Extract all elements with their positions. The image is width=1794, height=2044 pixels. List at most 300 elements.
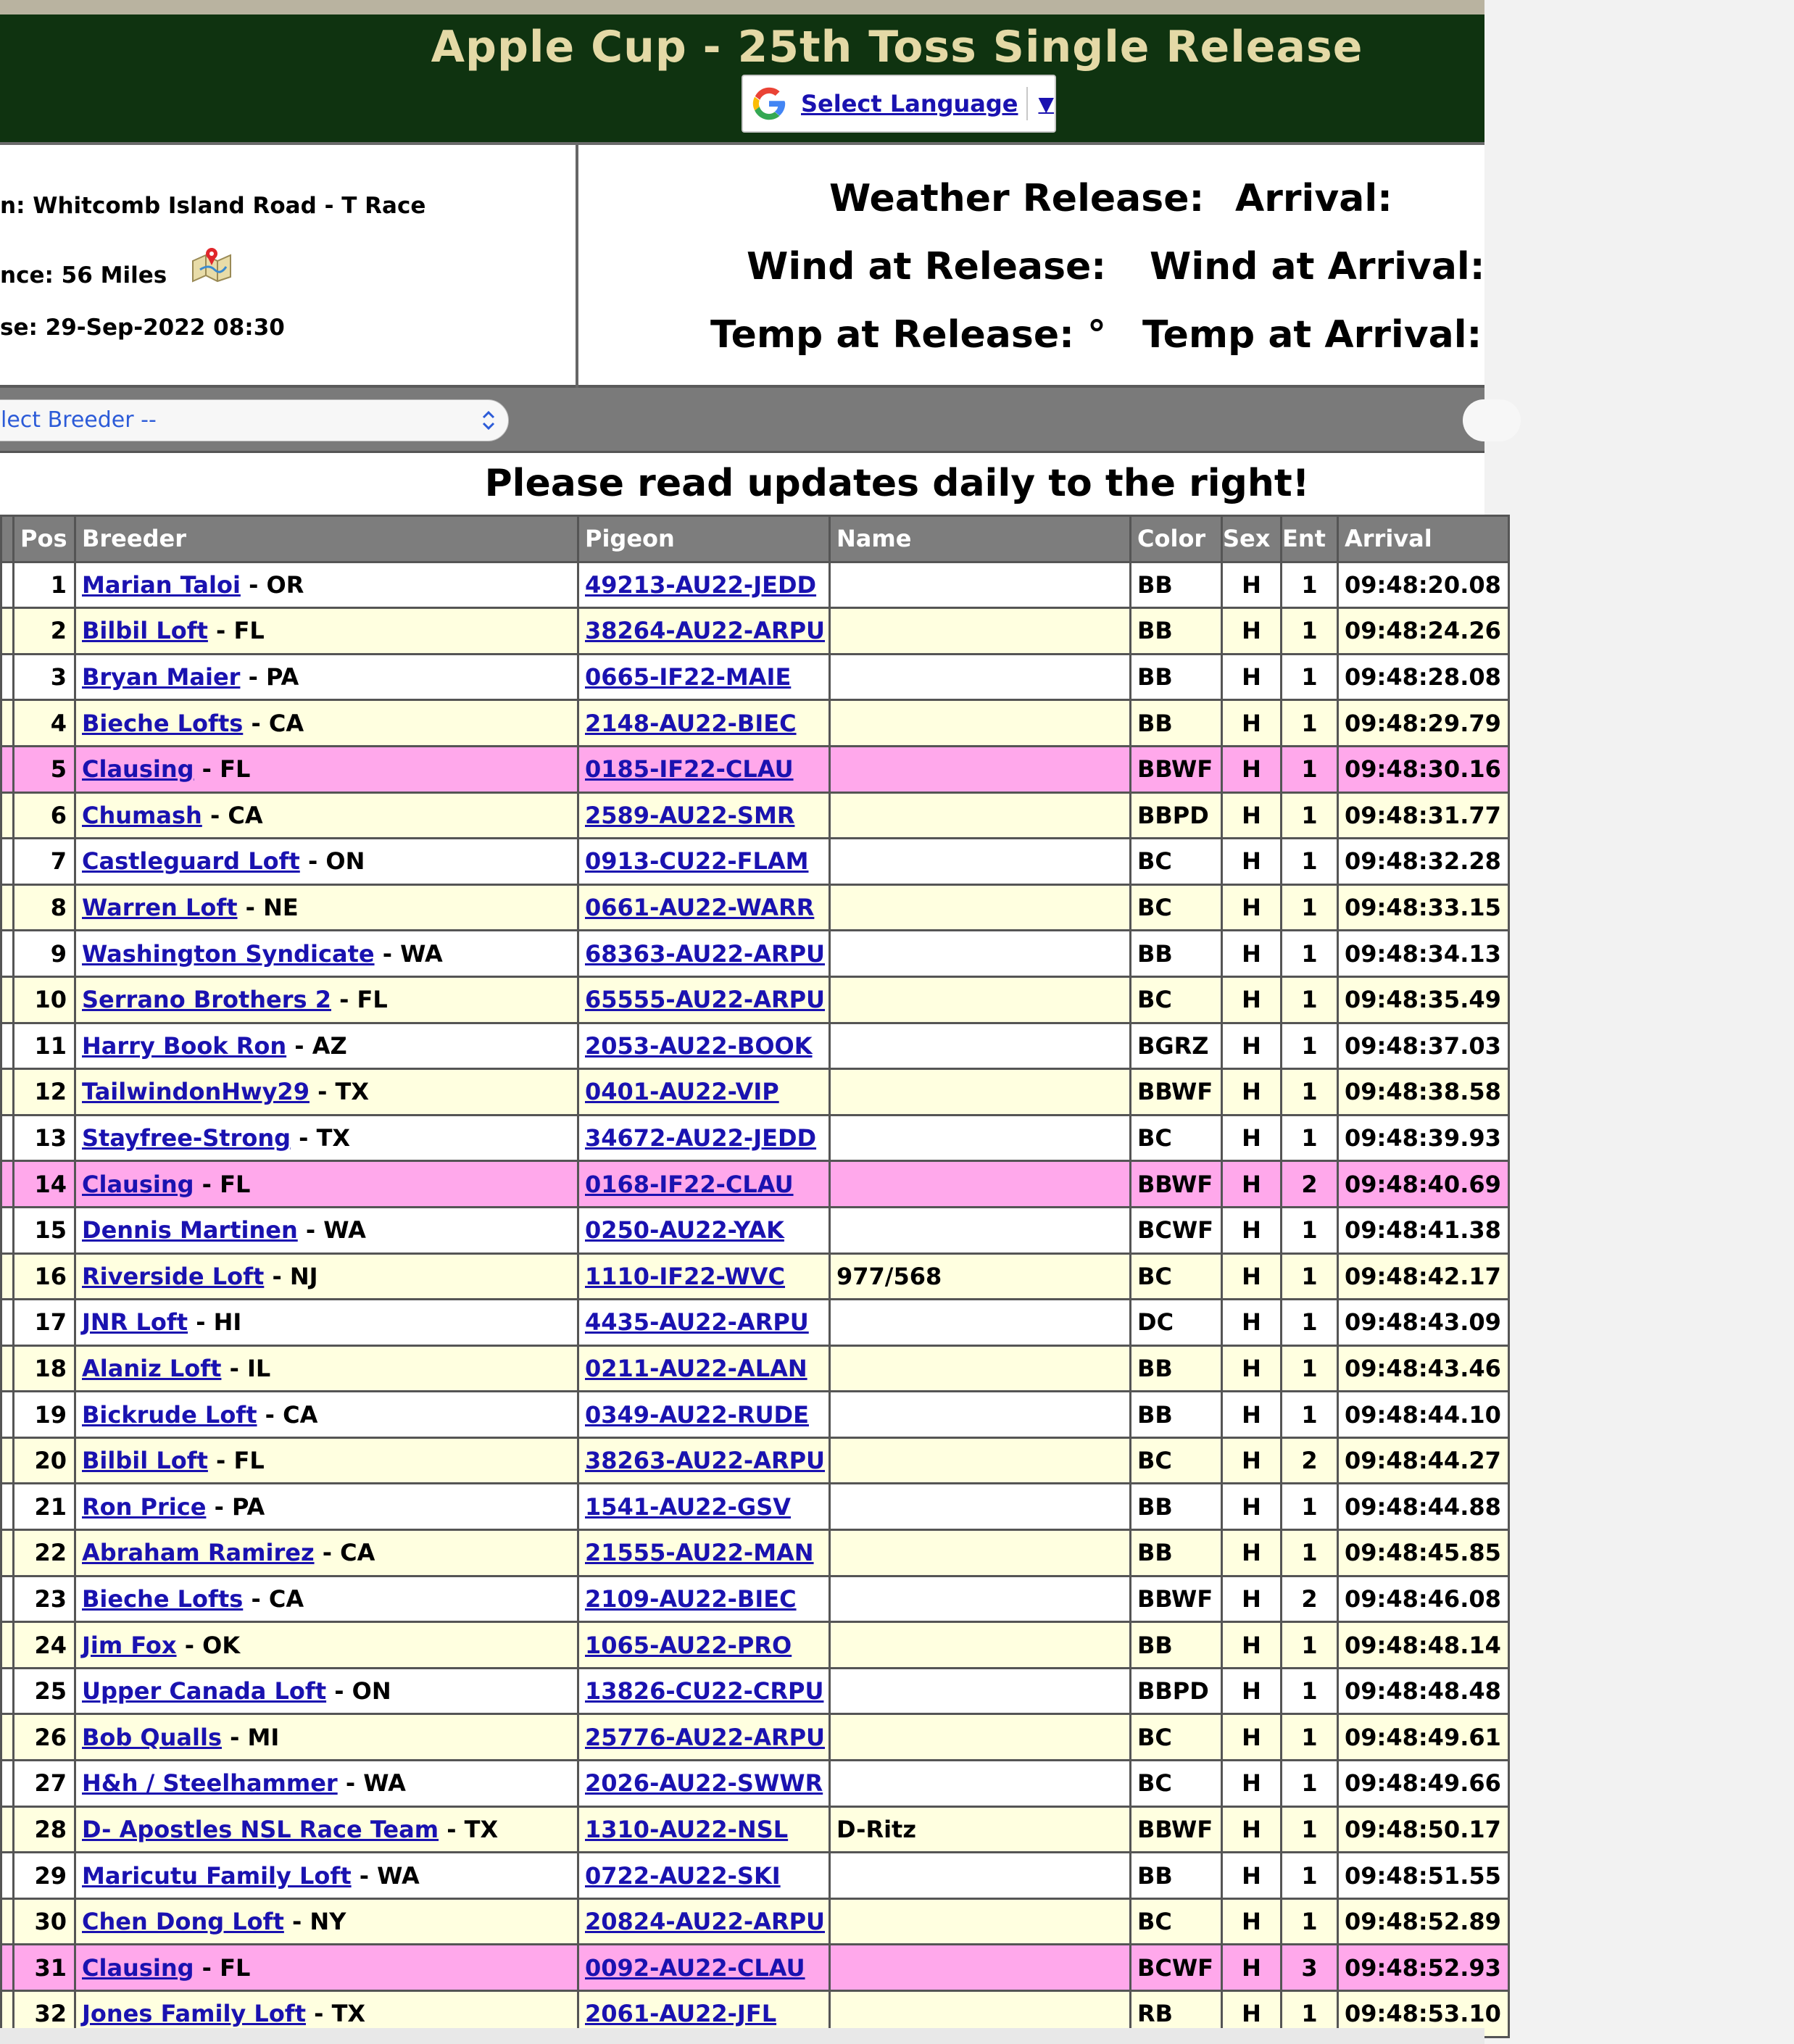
- pos-cell: 32: [14, 1991, 75, 2037]
- pos-cell: 24: [14, 1622, 75, 1669]
- dropdown-arrow-icon[interactable]: ▼: [1038, 91, 1055, 116]
- name-cell: [830, 1300, 1131, 1346]
- pos-cell: 6: [14, 792, 75, 839]
- pigeon-cell: [578, 1392, 830, 1438]
- table-row: [1, 562, 1509, 608]
- color-cell: BBPD: [1131, 792, 1222, 839]
- table-row: [1, 1345, 1509, 1392]
- sex-cell: H: [1222, 931, 1282, 977]
- table-row: [1, 1668, 1509, 1714]
- arrival-cell: 09:48:53.10: [1338, 1991, 1509, 2037]
- language-selector[interactable]: [742, 75, 1056, 133]
- breeder-cell: [75, 976, 578, 1023]
- pigeon-cell: [578, 1530, 830, 1576]
- color-cell: BB: [1131, 931, 1222, 977]
- pigeon-link[interactable]: 34672-AU22-JEDD: [585, 1124, 817, 1152]
- row-spacer: [1, 1806, 14, 1853]
- ent-cell: 1: [1282, 562, 1338, 608]
- pigeon-cell: [578, 1622, 830, 1669]
- color-cell: BB: [1131, 1392, 1222, 1438]
- sex-cell: H: [1222, 1530, 1282, 1576]
- breeder-link[interactable]: Warren Loft: [82, 894, 238, 922]
- pigeon-link[interactable]: 0722-AU22-SKI: [585, 1861, 781, 1890]
- arrival-label: Arrival:: [1235, 177, 1392, 220]
- google-g-icon: [750, 85, 788, 122]
- pigeon-cell: [578, 700, 830, 747]
- header-ent[interactable]: Ent: [1282, 516, 1338, 562]
- pigeon-link[interactable]: 0168-IF22-CLAU: [585, 1170, 794, 1198]
- pigeon-link[interactable]: 13826-CU22-CRPU: [585, 1677, 824, 1706]
- breeder-cell: [75, 562, 578, 608]
- ent-cell: 1: [1282, 654, 1338, 700]
- name-cell: D-Ritz: [830, 1806, 1131, 1853]
- pigeon-cell: [578, 562, 830, 608]
- arrival-cell: 09:48:24.26: [1338, 608, 1509, 655]
- breeder-link[interactable]: Bieche Lofts: [82, 709, 244, 737]
- breeder-link[interactable]: Washington Syndicate: [82, 939, 375, 968]
- breeder-link[interactable]: Alaniz Loft: [82, 1354, 222, 1382]
- pos-cell: 20: [14, 1437, 75, 1484]
- color-cell: BB: [1131, 1530, 1222, 1576]
- pigeon-cell: [578, 792, 830, 839]
- breeder-link[interactable]: Clausing: [82, 755, 194, 784]
- pos-cell: 2: [14, 608, 75, 655]
- breeder-link[interactable]: Clausing: [82, 1170, 194, 1198]
- breeder-link[interactable]: Ron Price: [82, 1492, 207, 1521]
- table-row: [1, 1253, 1509, 1300]
- arrival-cell: 09:48:30.16: [1338, 746, 1509, 792]
- breeder-cell: [75, 1484, 578, 1530]
- breeder-state: - NE: [237, 894, 299, 922]
- arrival-cell: 09:48:51.55: [1338, 1853, 1509, 1899]
- pigeon-link[interactable]: 68363-AU22-ARPU: [585, 939, 826, 968]
- color-cell: BB: [1131, 1853, 1222, 1899]
- color-cell: BCWF: [1131, 1207, 1222, 1253]
- header-pigeon[interactable]: Pigeon: [578, 516, 830, 562]
- breeder-link[interactable]: JNR Loft: [82, 1308, 188, 1337]
- page-title: Apple Cup - 25th Toss Single Release: [431, 22, 1363, 72]
- header-breeder[interactable]: Breeder: [75, 516, 578, 562]
- table-row: [1, 1622, 1509, 1669]
- color-cell: BC: [1131, 1761, 1222, 1807]
- row-spacer: [1, 1161, 14, 1208]
- ent-cell: 2: [1282, 1576, 1338, 1622]
- row-spacer: [1, 1945, 14, 1991]
- sex-cell: H: [1222, 700, 1282, 747]
- pigeon-cell: [578, 1806, 830, 1853]
- pigeon-link[interactable]: 0913-CU22-FLAM: [585, 847, 809, 876]
- race-location: n: Whitcomb Island Road - T Race: [0, 193, 426, 219]
- breeder-link[interactable]: Bryan Maier: [82, 663, 241, 691]
- pos-cell: 23: [14, 1576, 75, 1622]
- pos-cell: 10: [14, 976, 75, 1023]
- table-row: [1, 1115, 1509, 1161]
- color-cell: BBWF: [1131, 1161, 1222, 1208]
- table-row: [1, 884, 1509, 931]
- breeder-state: - CA: [202, 801, 263, 829]
- breeder-link[interactable]: Abraham Ramirez: [82, 1539, 315, 1567]
- sex-cell: H: [1222, 746, 1282, 792]
- pigeon-link[interactable]: 25776-AU22-ARPU: [585, 1723, 826, 1751]
- pos-cell: 12: [14, 1069, 75, 1116]
- pos-cell: 17: [14, 1300, 75, 1346]
- name-cell: [830, 1576, 1131, 1622]
- pigeon-link[interactable]: 2026-AU22-SWWR: [585, 1769, 823, 1798]
- sex-cell: H: [1222, 1437, 1282, 1484]
- breeder-cell: [75, 746, 578, 792]
- color-cell: DC: [1131, 1300, 1222, 1346]
- wind-arrival-label: Wind at Arrival:: [1150, 245, 1485, 288]
- breeder-cell: [75, 1576, 578, 1622]
- pigeon-link[interactable]: 21555-AU22-MAN: [585, 1539, 814, 1567]
- breeder-link[interactable]: Clausing: [82, 1953, 194, 1982]
- arrival-cell: 09:48:39.93: [1338, 1115, 1509, 1161]
- breeder-link[interactable]: Dennis Martinen: [82, 1216, 298, 1245]
- name-cell: [830, 792, 1131, 839]
- table-row: [1, 1207, 1509, 1253]
- ent-cell: 1: [1282, 1115, 1338, 1161]
- release-datetime: se: 29-Sep-2022 08:30: [0, 315, 285, 341]
- pigeon-link[interactable]: 0661-AU22-WARR: [585, 894, 815, 922]
- weather-release-label: Weather Release:: [829, 177, 1205, 220]
- pigeon-cell: [578, 976, 830, 1023]
- name-cell: [830, 1761, 1131, 1807]
- name-cell: [830, 1115, 1131, 1161]
- breeder-cell: [75, 1668, 578, 1714]
- arrival-cell: 09:48:41.38: [1338, 1207, 1509, 1253]
- color-cell: BC: [1131, 1437, 1222, 1484]
- row-spacer: [1, 1069, 14, 1116]
- table-row: [1, 746, 1509, 792]
- breeder-state: - CA: [314, 1539, 375, 1567]
- breeder-cell: [75, 1300, 578, 1346]
- row-spacer: [1, 1207, 14, 1253]
- arrival-cell: 09:48:28.08: [1338, 654, 1509, 700]
- pos-cell: 11: [14, 1023, 75, 1069]
- name-cell: [830, 976, 1131, 1023]
- sex-cell: H: [1222, 1576, 1282, 1622]
- pos-cell: 7: [14, 839, 75, 885]
- breeder-link[interactable]: Bob Qualls: [82, 1723, 222, 1751]
- color-cell: BB: [1131, 562, 1222, 608]
- breeder-state: - WA: [297, 1216, 366, 1245]
- arrival-cell: 09:48:35.49: [1338, 976, 1509, 1023]
- breeder-link[interactable]: Bickrude Loft: [82, 1400, 257, 1429]
- row-spacer: [1, 1253, 14, 1300]
- pigeon-cell: [578, 1898, 830, 1945]
- name-cell: [830, 746, 1131, 792]
- pigeon-link[interactable]: 1541-AU22-GSV: [585, 1492, 791, 1521]
- row-spacer: [1, 839, 14, 885]
- color-cell: BBWF: [1131, 1576, 1222, 1622]
- breeder-link[interactable]: Bieche Lofts: [82, 1584, 244, 1613]
- arrival-cell: 09:48:43.09: [1338, 1300, 1509, 1346]
- pigeon-cell: [578, 1576, 830, 1622]
- ent-cell: 2: [1282, 1161, 1338, 1208]
- select-chevron-icon: [479, 407, 498, 433]
- pos-cell: 31: [14, 1945, 75, 1991]
- breeder-cell: [75, 1392, 578, 1438]
- pigeon-link[interactable]: 38263-AU22-ARPU: [585, 1447, 826, 1475]
- pos-cell: 13: [14, 1115, 75, 1161]
- breeder-link[interactable]: Upper Canada Loft: [82, 1677, 327, 1706]
- breeder-select-value: lect Breeder --: [1, 407, 157, 433]
- pos-cell: 21: [14, 1484, 75, 1530]
- pos-cell: 27: [14, 1761, 75, 1807]
- breeder-state: - WA: [351, 1861, 420, 1890]
- breeder-state: - FL: [331, 986, 388, 1014]
- breeder-link[interactable]: Bilbil Loft: [82, 1447, 208, 1475]
- breeder-state: - TX: [306, 2000, 366, 2028]
- sex-cell: H: [1222, 1300, 1282, 1346]
- top-strip: [0, 0, 1484, 14]
- color-cell: RB: [1131, 1991, 1222, 2037]
- header-arrival[interactable]: Arrival: [1338, 516, 1509, 562]
- name-cell: [830, 839, 1131, 885]
- pigeon-link[interactable]: 4435-AU22-ARPU: [585, 1308, 809, 1337]
- name-cell: [830, 1945, 1131, 1991]
- name-cell: [830, 1714, 1131, 1761]
- pigeon-link[interactable]: 65555-AU22-ARPU: [585, 986, 826, 1014]
- pigeon-link[interactable]: 2148-AU22-BIEC: [585, 709, 797, 737]
- ent-cell: 1: [1282, 700, 1338, 747]
- breeder-state: - CA: [243, 709, 304, 737]
- ent-cell: 1: [1282, 1668, 1338, 1714]
- arrival-cell: 09:48:48.48: [1338, 1668, 1509, 1714]
- table-row: [1, 1300, 1509, 1346]
- row-spacer: [1, 1853, 14, 1899]
- header-pos[interactable]: Pos: [14, 516, 75, 562]
- pigeon-link[interactable]: 1110-IF22-WVC: [585, 1262, 786, 1290]
- breeder-state: - FL: [207, 617, 265, 645]
- sex-cell: H: [1222, 654, 1282, 700]
- notice-bar: [0, 453, 1484, 515]
- pos-cell: 8: [14, 884, 75, 931]
- pigeon-cell: [578, 1714, 830, 1761]
- pigeon-link[interactable]: 2061-AU22-JFL: [585, 2000, 777, 2028]
- ent-cell: 1: [1282, 1023, 1338, 1069]
- breeder-link[interactable]: D- Apostles NSL Race Team: [82, 1815, 439, 1843]
- pigeon-link[interactable]: 0211-AU22-ALAN: [585, 1354, 807, 1382]
- breeder-select[interactable]: [0, 399, 509, 441]
- breeder-state: - WA: [337, 1769, 406, 1798]
- arrival-cell: 09:48:33.15: [1338, 884, 1509, 931]
- name-cell: [830, 1345, 1131, 1392]
- pos-cell: 19: [14, 1392, 75, 1438]
- breeder-cell: [75, 1898, 578, 1945]
- pigeon-cell: [578, 608, 830, 655]
- name-cell: [830, 884, 1131, 931]
- pos-cell: 15: [14, 1207, 75, 1253]
- pigeon-link[interactable]: 0092-AU22-CLAU: [585, 1953, 805, 1982]
- breeder-link[interactable]: H&h / Steelhammer: [82, 1769, 338, 1798]
- arrival-cell: 09:48:37.03: [1338, 1023, 1509, 1069]
- pigeon-link[interactable]: 38264-AU22-ARPU: [585, 617, 826, 645]
- pigeon-link[interactable]: 0665-IF22-MAIE: [585, 663, 792, 691]
- row-spacer: [1, 1437, 14, 1484]
- temp-arrival-label: Temp at Arrival:: [1142, 313, 1482, 357]
- breeder-cell: [75, 1345, 578, 1392]
- sex-cell: H: [1222, 884, 1282, 931]
- pos-cell: 1: [14, 562, 75, 608]
- pigeon-link[interactable]: 49213-AU22-JEDD: [585, 570, 817, 599]
- sex-cell: H: [1222, 1853, 1282, 1899]
- pigeon-link[interactable]: 1310-AU22-NSL: [585, 1815, 789, 1843]
- name-cell: [830, 654, 1131, 700]
- breeder-state: - ON: [326, 1677, 391, 1706]
- header-name[interactable]: Name: [830, 516, 1131, 562]
- breeder-link[interactable]: Bilbil Loft: [82, 617, 208, 645]
- pigeon-cell: [578, 1207, 830, 1253]
- breeder-state: - HI: [188, 1308, 242, 1337]
- name-cell: [830, 1437, 1131, 1484]
- arrival-cell: 09:48:52.93: [1338, 1945, 1509, 1991]
- table-row: [1, 608, 1509, 655]
- name-cell: [830, 1484, 1131, 1530]
- pigeon-link[interactable]: 2109-AU22-BIEC: [585, 1584, 797, 1613]
- arrival-cell: 09:48:44.27: [1338, 1437, 1509, 1484]
- breeder-state: - PA: [240, 663, 299, 691]
- breeder-state: - OK: [176, 1631, 241, 1659]
- pigeon-cell: [578, 1253, 830, 1300]
- breeder-state: - CA: [257, 1400, 318, 1429]
- breeder-cell: [75, 1115, 578, 1161]
- breeder-cell: [75, 654, 578, 700]
- sex-cell: H: [1222, 839, 1282, 885]
- sex-cell: H: [1222, 1484, 1282, 1530]
- ent-cell: 1: [1282, 1622, 1338, 1669]
- sex-cell: H: [1222, 608, 1282, 655]
- pigeon-cell: [578, 654, 830, 700]
- breeder-state: - WA: [374, 939, 443, 968]
- table-row: [1, 1853, 1509, 1899]
- name-cell: [830, 1853, 1131, 1899]
- ent-cell: 1: [1282, 1392, 1338, 1438]
- breeder-link[interactable]: Stayfree-Strong: [82, 1124, 291, 1152]
- pigeon-cell: [578, 746, 830, 792]
- pigeon-link[interactable]: 1065-AU22-PRO: [585, 1631, 792, 1659]
- pigeon-link[interactable]: 0185-IF22-CLAU: [585, 755, 794, 784]
- pos-cell: 30: [14, 1898, 75, 1945]
- race-info-panel: [0, 145, 1484, 388]
- color-cell: BGRZ: [1131, 1023, 1222, 1069]
- breeder-link[interactable]: Serrano Brothers 2: [82, 986, 331, 1014]
- map-icon[interactable]: [190, 245, 233, 283]
- breeder-link[interactable]: Castleguard Loft: [82, 847, 300, 876]
- arrival-cell: 09:48:48.14: [1338, 1622, 1509, 1669]
- pos-cell: 3: [14, 654, 75, 700]
- row-spacer: [1, 608, 14, 655]
- secondary-select[interactable]: [1463, 399, 1521, 441]
- sex-cell: H: [1222, 1253, 1282, 1300]
- table-row: [1, 1714, 1509, 1761]
- breeder-cell: [75, 1761, 578, 1807]
- pigeon-cell: [578, 1853, 830, 1899]
- arrival-cell: 09:48:31.77: [1338, 792, 1509, 839]
- row-spacer: [1, 1345, 14, 1392]
- color-cell: BC: [1131, 976, 1222, 1023]
- ent-cell: 1: [1282, 1714, 1338, 1761]
- arrival-cell: 09:48:44.88: [1338, 1484, 1509, 1530]
- row-spacer: [1, 1576, 14, 1622]
- sex-cell: H: [1222, 1622, 1282, 1669]
- select-language-link[interactable]: Select Language: [801, 90, 1018, 117]
- row-spacer: [1, 1714, 14, 1761]
- color-cell: BC: [1131, 1115, 1222, 1161]
- pigeon-cell: [578, 839, 830, 885]
- ent-cell: 1: [1282, 839, 1338, 885]
- breeder-state: - MI: [221, 1723, 280, 1751]
- header-spacer: [1, 516, 14, 562]
- row-spacer: [1, 1023, 14, 1069]
- breeder-link[interactable]: Chen Dong Loft: [82, 1908, 284, 1936]
- pigeon-cell: [578, 1115, 830, 1161]
- row-spacer: [1, 1484, 14, 1530]
- pigeon-link[interactable]: 20824-AU22-ARPU: [585, 1908, 826, 1936]
- ent-cell: 1: [1282, 792, 1338, 839]
- pigeon-cell: [578, 1161, 830, 1208]
- row-spacer: [1, 931, 14, 977]
- pigeon-link[interactable]: 0250-AU22-YAK: [585, 1216, 784, 1245]
- breeder-cell: [75, 1530, 578, 1576]
- breeder-link[interactable]: Jones Family Loft: [82, 2000, 307, 2028]
- breeder-link[interactable]: Marian Taloi: [82, 570, 241, 599]
- arrival-cell: 09:48:38.58: [1338, 1069, 1509, 1116]
- name-cell: [830, 1069, 1131, 1116]
- row-spacer: [1, 1898, 14, 1945]
- table-row: [1, 1069, 1509, 1116]
- pigeon-cell: [578, 1945, 830, 1991]
- pigeon-link[interactable]: 2053-AU22-BOOK: [585, 1031, 813, 1060]
- table-row: [1, 1898, 1509, 1945]
- table-row: [1, 839, 1509, 885]
- ent-cell: 1: [1282, 1069, 1338, 1116]
- arrival-cell: 09:48:40.69: [1338, 1161, 1509, 1208]
- breeder-state: - FL: [194, 1953, 251, 1982]
- results-body: [1, 562, 1509, 2037]
- pos-cell: 14: [14, 1161, 75, 1208]
- row-spacer: [1, 1622, 14, 1669]
- table-row: [1, 654, 1509, 700]
- pos-cell: 28: [14, 1806, 75, 1853]
- name-cell: [830, 1668, 1131, 1714]
- header-color[interactable]: Color: [1131, 516, 1222, 562]
- breeder-link[interactable]: Harry Book Ron: [82, 1031, 287, 1060]
- breeder-link[interactable]: TailwindonHwy29: [82, 1078, 310, 1106]
- pigeon-link[interactable]: 0349-AU22-RUDE: [585, 1400, 809, 1429]
- breeder-link[interactable]: Maricutu Family Loft: [82, 1861, 352, 1890]
- breeder-state: - TX: [309, 1078, 370, 1106]
- arrival-cell: 09:48:43.46: [1338, 1345, 1509, 1392]
- pigeon-link[interactable]: 2589-AU22-SMR: [585, 801, 795, 829]
- pigeon-link[interactable]: 0401-AU22-VIP: [585, 1078, 779, 1106]
- color-cell: BB: [1131, 1484, 1222, 1530]
- table-row: [1, 1806, 1509, 1853]
- color-cell: BB: [1131, 700, 1222, 747]
- name-cell: [830, 1622, 1131, 1669]
- sex-cell: H: [1222, 1806, 1282, 1853]
- header-sex[interactable]: Sex: [1222, 516, 1282, 562]
- row-spacer: [1, 1300, 14, 1346]
- ent-cell: 1: [1282, 1207, 1338, 1253]
- color-cell: BB: [1131, 1345, 1222, 1392]
- breeder-link[interactable]: Riverside Loft: [82, 1262, 265, 1290]
- breeder-link[interactable]: Chumash: [82, 801, 202, 829]
- breeder-link[interactable]: Jim Fox: [82, 1631, 177, 1659]
- arrival-cell: 09:48:49.61: [1338, 1714, 1509, 1761]
- sex-cell: H: [1222, 1714, 1282, 1761]
- color-cell: BB: [1131, 654, 1222, 700]
